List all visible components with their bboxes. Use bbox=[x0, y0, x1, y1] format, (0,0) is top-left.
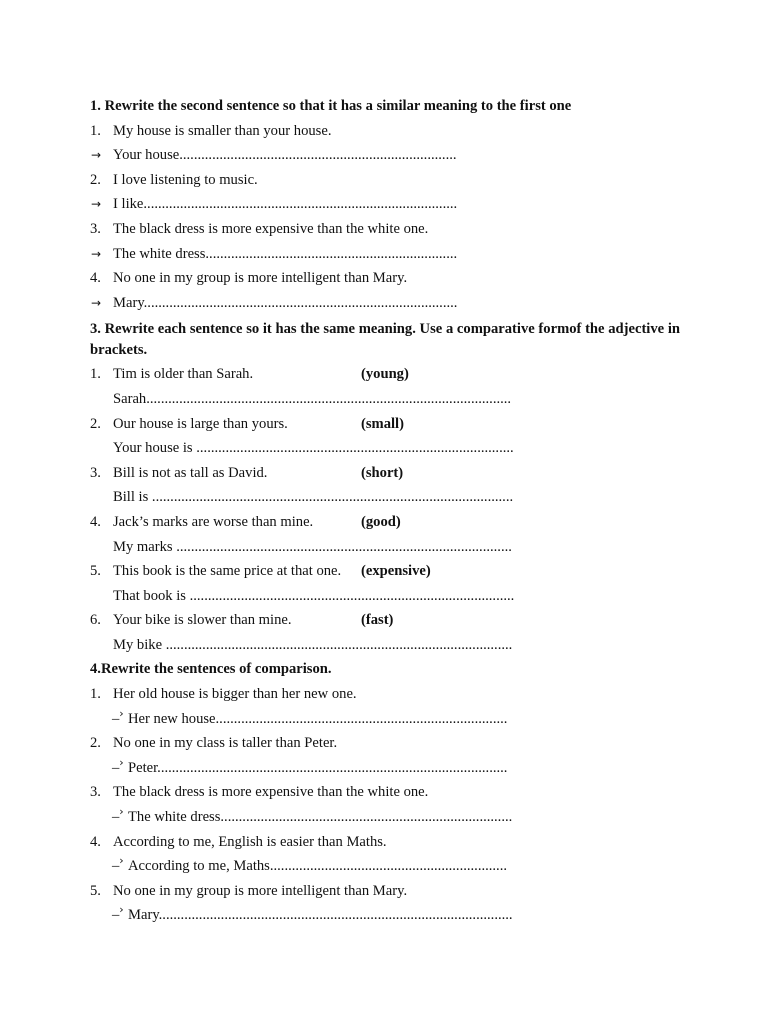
question-text: The black dress is more expensive than the white one. bbox=[113, 784, 429, 801]
answer-prompt: Mary...................................................................................... bbox=[113, 294, 458, 311]
arrow-icon bbox=[112, 854, 124, 880]
arrowhead-glyph: › bbox=[119, 755, 124, 769]
s4-question-3 bbox=[90, 780, 680, 805]
question-text: According to me, English is easier than Maths. bbox=[113, 833, 387, 850]
s4-answer-1 bbox=[90, 707, 680, 732]
adjective-hint: (young) bbox=[361, 366, 409, 383]
question-text: Your bike is slower than mine. bbox=[113, 612, 292, 629]
question-number: 4. bbox=[90, 833, 101, 850]
question-number: 3. bbox=[90, 784, 101, 801]
section-3-heading: 3. Rewrite each sentence so it has the same meaning. Use a comparative formof the adjective in brackets. bbox=[90, 321, 680, 358]
question-text: No one in my class is taller than Peter. bbox=[113, 735, 338, 752]
s1-answer-4 bbox=[90, 291, 680, 316]
question-number: 3. bbox=[90, 220, 101, 237]
arrow-icon: → bbox=[91, 295, 102, 310]
question-text: This book is the same price at that one. bbox=[113, 563, 342, 580]
s4-answer-2 bbox=[90, 756, 680, 781]
s3-answer-3 bbox=[90, 485, 680, 510]
dash-glyph: – bbox=[112, 759, 120, 776]
dash-glyph: – bbox=[112, 858, 120, 875]
s4-answer-3 bbox=[90, 805, 680, 830]
s1-answer-1 bbox=[90, 143, 680, 168]
question-text: Bill is not as tall as David. bbox=[113, 464, 268, 481]
answer-prompt: Sarah.................................................................................................... bbox=[113, 390, 512, 407]
question-text: Jack’s marks are worse than mine. bbox=[113, 513, 314, 530]
s3-question-2 bbox=[90, 412, 680, 437]
worksheet bbox=[90, 94, 680, 928]
section-4-heading: 4.Rewrite the sentences of comparison. bbox=[90, 661, 332, 678]
s4-question-1 bbox=[90, 682, 680, 707]
s4-question-4 bbox=[90, 830, 680, 855]
s3-answer-5 bbox=[90, 584, 680, 609]
answer-prompt: Her new house................................................................................ bbox=[128, 710, 508, 727]
question-text: Our house is large than yours. bbox=[113, 415, 288, 432]
arrowhead-glyph: › bbox=[119, 706, 124, 720]
adjective-hint: (fast) bbox=[361, 612, 394, 629]
arrowhead-glyph: › bbox=[119, 854, 124, 868]
answer-prompt: Your house is ....................................................................................... bbox=[113, 440, 514, 457]
dash-glyph: – bbox=[112, 907, 120, 924]
answer-prompt: My marks ............................................................................................ bbox=[113, 538, 512, 555]
s3-question-6 bbox=[90, 608, 680, 633]
adjective-hint: (good) bbox=[361, 513, 401, 530]
adjective-hint: (short) bbox=[361, 464, 404, 481]
arrowhead-glyph: › bbox=[119, 805, 124, 819]
arrow-icon bbox=[112, 707, 124, 733]
s3-question-1 bbox=[90, 362, 680, 387]
question-text: I love listening to music. bbox=[113, 171, 258, 188]
section-1-heading: 1. Rewrite the second sentence so that it has a similar meaning to the first one bbox=[90, 98, 572, 114]
arrow-icon: → bbox=[91, 197, 102, 212]
s1-question-3 bbox=[90, 217, 680, 242]
question-number: 2. bbox=[90, 415, 101, 432]
answer-prompt: My bike ............................................................................................... bbox=[113, 636, 513, 653]
adjective-hint: (expensive) bbox=[361, 563, 431, 580]
s3-question-5 bbox=[90, 559, 680, 584]
answer-prompt: That book is ......................................................................................... bbox=[113, 587, 515, 604]
adjective-hint: (small) bbox=[361, 415, 404, 432]
arrow-icon bbox=[112, 903, 124, 929]
s4-answer-4 bbox=[90, 854, 680, 879]
s3-answer-1 bbox=[90, 387, 680, 412]
s3-question-4 bbox=[90, 510, 680, 535]
arrow-icon: → bbox=[91, 148, 102, 163]
answer-prompt: Bill is ................................................................................................... bbox=[113, 489, 514, 506]
s3-question-3 bbox=[90, 461, 680, 486]
answer-prompt: Mary................................................................................................. bbox=[128, 907, 513, 924]
question-text: The black dress is more expensive than the white one. bbox=[113, 220, 429, 237]
question-number: 4. bbox=[90, 513, 101, 530]
question-number: 2. bbox=[90, 735, 101, 752]
question-number: 5. bbox=[90, 563, 101, 580]
answer-prompt: Your house............................................................................ bbox=[113, 147, 457, 164]
arrowhead-glyph: › bbox=[119, 903, 124, 917]
question-text: My house is smaller than your house. bbox=[113, 122, 332, 139]
s1-answer-3 bbox=[90, 242, 680, 267]
s3-answer-2 bbox=[90, 436, 680, 461]
question-text: No one in my group is more intelligent than Mary. bbox=[113, 882, 408, 899]
answer-prompt: The white dress................................................................................ bbox=[128, 809, 513, 826]
answer-prompt: Peter................................................................................................ bbox=[128, 759, 508, 776]
question-number: 4. bbox=[90, 270, 101, 287]
s3-answer-4 bbox=[90, 535, 680, 560]
answer-prompt: The white dress..................................................................... bbox=[113, 245, 458, 262]
answer-prompt: I like...................................................................................... bbox=[113, 196, 458, 213]
s4-answer-5 bbox=[90, 903, 680, 928]
arrow-icon: → bbox=[91, 246, 102, 261]
dash-glyph: – bbox=[112, 809, 120, 826]
s3-answer-6 bbox=[90, 633, 680, 658]
question-text: Her old house is bigger than her new one. bbox=[113, 686, 357, 703]
question-number: 3. bbox=[90, 464, 101, 481]
s1-question-4 bbox=[90, 266, 680, 291]
s1-answer-2 bbox=[90, 192, 680, 217]
dash-glyph: – bbox=[112, 710, 120, 727]
s4-question-5 bbox=[90, 879, 680, 904]
question-number: 5. bbox=[90, 882, 101, 899]
question-text: Tim is older than Sarah. bbox=[113, 366, 254, 383]
question-number: 1. bbox=[90, 686, 101, 703]
s1-question-1 bbox=[90, 119, 680, 144]
s4-question-2 bbox=[90, 731, 680, 756]
question-number: 2. bbox=[90, 171, 101, 188]
arrow-icon bbox=[112, 805, 124, 831]
s1-question-2 bbox=[90, 168, 680, 193]
question-text: No one in my group is more intelligent than Mary. bbox=[113, 270, 408, 287]
arrow-icon bbox=[112, 756, 124, 782]
question-number: 1. bbox=[90, 122, 101, 139]
question-number: 6. bbox=[90, 612, 101, 629]
answer-prompt: According to me, Maths................................................................. bbox=[128, 858, 508, 875]
question-number: 1. bbox=[90, 366, 101, 383]
